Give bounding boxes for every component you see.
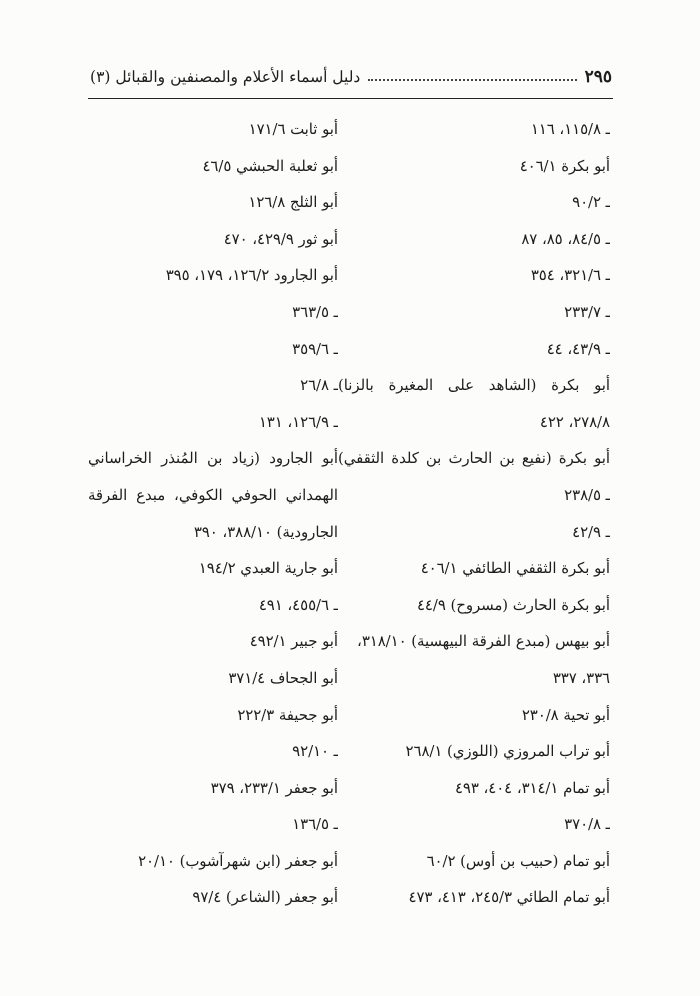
- index-entry: أبو بكرة الحارث (مسروح) ٤٤/٩: [416, 596, 610, 614]
- index-entry: أبو ثور ٤٢٩/٩، ٤٧٠: [223, 230, 338, 248]
- index-entry: أبو بكرة ٤٠٦/١: [519, 157, 610, 175]
- index-entry: أبو تحية ٢٣٠/٨: [521, 706, 610, 724]
- index-entry: أبو ثعلبة الحبشي ٤٦/٥: [202, 157, 338, 175]
- index-entry: أبو جبير ٤٩٢/١: [249, 633, 338, 651]
- index-entry: أبو جعفر (ابن شهرآشوب) ٢٠/١٠: [138, 852, 338, 870]
- index-entry: ـ ٣٧٠/٨: [564, 816, 610, 834]
- index-entry: الجارودية) ٣٨٨/١٠، ٣٩٠: [193, 523, 338, 541]
- index-entry: أبو جارية العبدي ١٩٤/٢: [198, 560, 338, 578]
- index-entry: ـ ١٢٦/٩، ١٣١: [258, 413, 338, 431]
- dotted-leader: [368, 79, 576, 81]
- index-entry: ـ ٩٢/١٠: [292, 743, 338, 761]
- index-entry: أبو بكرة (الشاهد على المغيرة بالزنا): [338, 377, 610, 395]
- index-entry: ـ ٢٣٣/٧: [564, 303, 610, 321]
- index-entry: أبو بيهس (مبدع الفرقة البيهسية) ٣١٨/١٠،: [357, 633, 610, 651]
- index-entry: أبو الجارود ١٢٦/٢، ١٧٩، ٣٩٥: [165, 267, 338, 285]
- index-entry: أبو تراب المروزي (اللوزي) ٢٦٨/١: [405, 743, 610, 761]
- index-entry: الهمداني الحوفي الكوفي، مبدع الفرقة: [88, 486, 338, 504]
- index-entry: ـ ١١٥/٨، ١١٦: [530, 121, 610, 138]
- index-entry: أبو جحيفة ٢٢٢/٣: [237, 706, 338, 724]
- index-entry: أبو ثابت ١٧١/٦: [248, 121, 338, 138]
- page-number: ٢٩٥: [584, 67, 612, 87]
- header-rule: [88, 98, 613, 99]
- index-entry: ٣٣٦، ٣٣٧: [552, 669, 610, 687]
- index-column-right: [338, 112, 610, 917]
- index-entry: أبو الجحاف ٣٧١/٤: [228, 669, 338, 687]
- index-entry: ـ ٤٥٥/٦، ٤٩١: [258, 596, 338, 614]
- running-title: دليل أسماء الأعلام والمصنفين والقبائل (٣): [90, 68, 361, 86]
- index-entry: أبو تمام (حبيب بن أوس) ٦٠/٢: [426, 852, 610, 870]
- index-entry: أبو تمام ٣١٤/١، ٤٠٤، ٤٩٣: [454, 779, 610, 797]
- index-entry: ـ ٢٣٨/٥: [564, 486, 610, 504]
- index-column-left: [88, 112, 338, 917]
- index-entry: ٢٧٨/٨، ٤٢٢: [539, 413, 610, 431]
- index-entry: ـ ٩٠/٢: [572, 194, 610, 212]
- index-entry: أبو بكرة (نفيع بن الحارث بن كلدة الثقفي): [338, 450, 610, 468]
- index-entry: ـ ٤٢/٩: [572, 523, 610, 541]
- index-entry: أبو تمام الطائي ٢٤٥/٣، ٤١٣، ٤٧٣: [408, 889, 610, 907]
- index-entry: ـ ٤٣/٩، ٤٤: [546, 340, 610, 358]
- index-entry: أبو جعفر (الشاعر) ٩٧/٤: [192, 889, 338, 907]
- index-entry: أبو بكرة الثقفي الطائفي ٤٠٦/١: [420, 560, 610, 578]
- index-entry: ـ ٣٢١/٦، ٣٥٤: [530, 267, 610, 285]
- index-entry: ـ ٣٦٣/٥: [292, 303, 338, 321]
- index-entry: ـ ٢٦/٨: [300, 377, 338, 395]
- index-entry: أبو جعفر ٢٣٣/١، ٣٧٩: [210, 779, 338, 797]
- index-entry: أبو الجارود (زياد بن المُنذر الخراساني: [88, 450, 338, 468]
- index-entry: ـ ٨٤/٥، ٨٥، ٨٧: [521, 230, 610, 248]
- index-entry: ـ ١٣٦/٥: [292, 816, 338, 834]
- index-entry: أبو الثلج ١٢٦/٨: [248, 194, 338, 212]
- index-entry: ـ ٣٥٩/٦: [292, 340, 338, 358]
- running-header: [90, 62, 612, 92]
